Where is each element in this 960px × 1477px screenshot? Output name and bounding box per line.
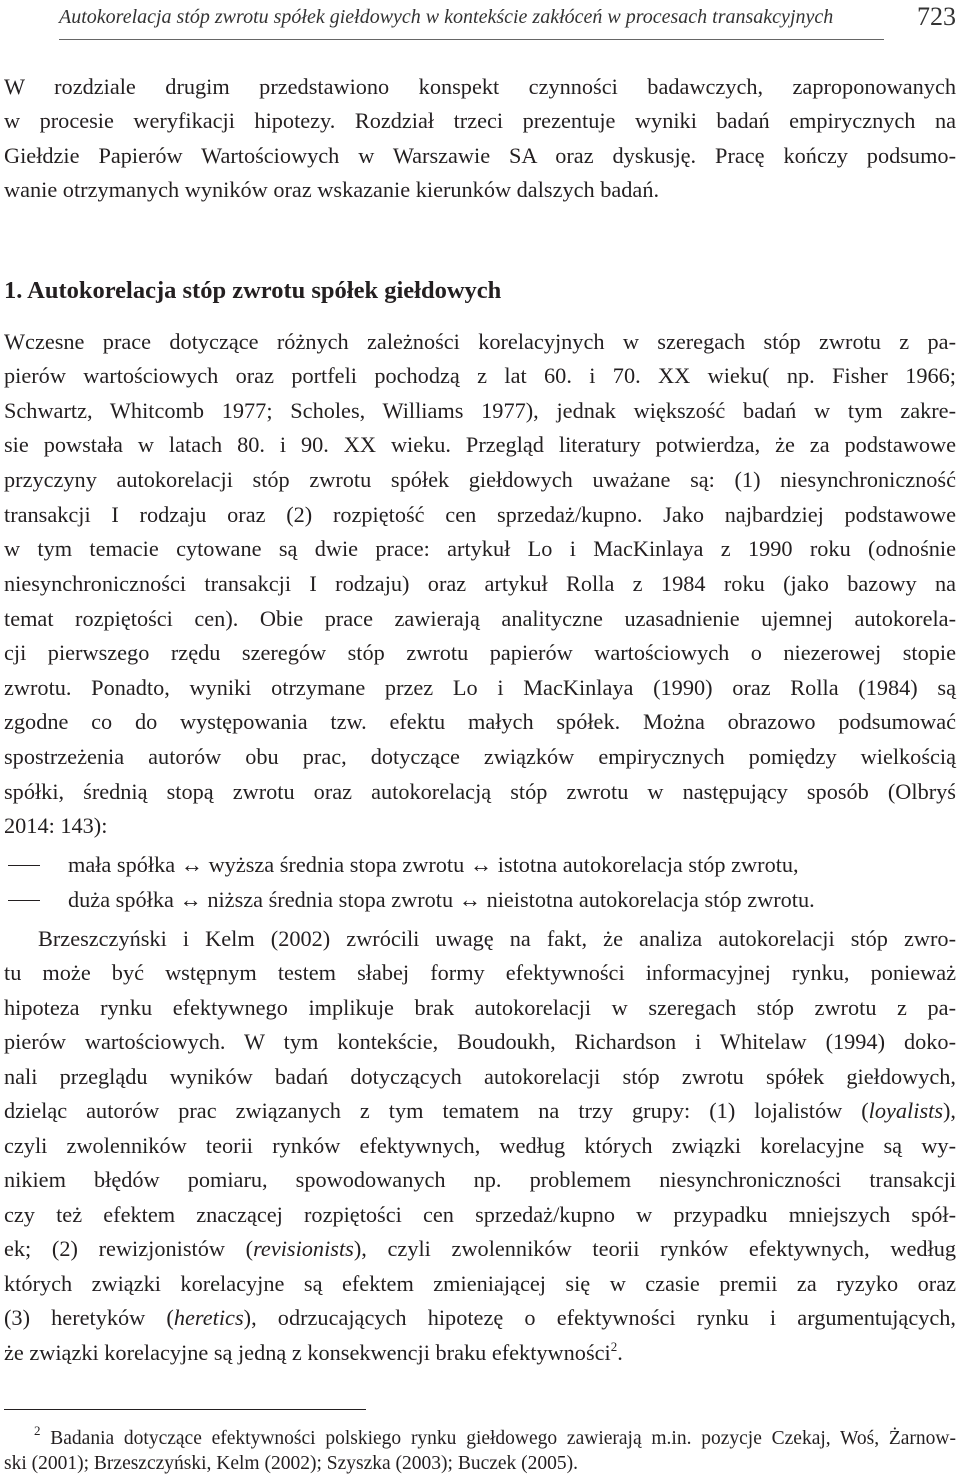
text-run: ), czyli zwolenników teorii rynków efektywnych, według (353, 1236, 956, 1261)
body-line: spółki, średnią stopą zwrotu oraz autokorelacją stóp zwrotu w następujący sposób (Olbryś (4, 779, 956, 804)
footnote-reference[interactable]: 2 (610, 1339, 618, 1354)
body-line: niesynchroniczności transakcji I rodzaju) oraz artykuł Rolla z 1984 roku (jako bazowy na (4, 571, 956, 596)
intro-line: W rozdziale drugim przedstawiono konspekt czynności badawczych, zaproponowanych (4, 74, 956, 99)
text-run: dzieląc autorów prac związanych z tym tematem na trzy grupy: (1) lojalistów ( (4, 1098, 869, 1123)
list-item-text: mała spółka ↔ wyższa średnia stopa zwrotu ↔ istotna autokorelacja stóp zwrotu, (68, 852, 799, 877)
list-item-text: duża spółka ↔ niższa średnia stopa zwrotu ↔ nieistotna autokorelacja stóp zwrotu. (68, 887, 815, 912)
body-line: czyli zwolenników teorii rynków efektywnych, według których związki korelacyjne są wy- (4, 1133, 956, 1158)
body-line: tu może być wstępnym testem słabej formy efektywności informacyjnej rynku, ponieważ (4, 960, 956, 985)
page-header (59, 2, 960, 38)
body-line: zgodne co do występowania tzw. efektu małych spółek. Można obrazowo podsumować (4, 709, 956, 734)
intro-line: w procesie weryfikacji hipotezy. Rozdział trzeci prezentuje wyniki badań empirycznych na (4, 108, 956, 133)
intro-line: wanie otrzymanych wyników oraz wskazanie kierunków dalszych badań. (4, 177, 660, 202)
dash-bullet (8, 900, 40, 901)
body-line (4, 1096, 956, 1126)
body-line: Brzeszczyński i Kelm (2002) zwrócili uwagę na fakt, że analiza autokorelacji stóp zwro- (38, 926, 956, 951)
text-run: ek; (2) rewizjonistów ( (4, 1236, 254, 1261)
footnote-text: Badania dotyczące efektywności polskiego rynku giełdowego zawierają m.in. pozycje Czekaj, Woś, Żarnow- (50, 1428, 957, 1449)
body-line: nikiem błędów pomiaru, spowodowanych np. problemem niesynchroniczności transakcji (4, 1167, 956, 1192)
body-line: transakcji I rodzaju oraz (2) rozpiętość cen sprzedaż/kupno. Jako najbardziej podstawowe (4, 502, 956, 527)
body-line: zwrotu. Ponadto, wyniki otrzymane przez Lo i MacKinlaya (1990) oraz Rolla (1984) są (4, 675, 956, 700)
body-line: przyczyny autokorelacji stóp zwrotu spółek giełdowych uważane są: (1) niesynchroniczność (4, 467, 956, 492)
text-run: . (617, 1340, 623, 1365)
page-number: 723 (917, 2, 956, 31)
body-line: spostrzeżenia autorów obu prac, dotyczące związków empirycznych pomiędzy wielkością (4, 744, 956, 769)
body-line: Wczesne prace dotyczące różnych zależności korelacyjnych w szeregach stóp zwrotu z pa- (4, 329, 956, 354)
text-run: (3) heretyków ( (4, 1305, 174, 1330)
body-line: w tym temacie cytowane są dwie prace: artykuł Lo i MacKinlaya z 1990 roku (odnośnie (4, 536, 956, 561)
body-line: temat rozpiętości cen). Obie prace zawierają analityczne uzasadnienie ujemnej autokorela- (4, 606, 956, 631)
italic-term: revisionists (253, 1236, 354, 1261)
section-heading: 1. Autokorelacja stóp zwrotu spółek giełdowych (4, 277, 502, 304)
body-line: Schwartz, Whitcomb 1977; Scholes, Williams 1977), jednak większość badań w tym zakre- (4, 398, 956, 423)
body-line: sie powstała w latach 80. i 90. XX wieku. Przegląd literatury potwierdza, że za podstawowe (4, 432, 956, 457)
italic-term: loyalists (868, 1098, 943, 1123)
body-line: cji pierwszego rzędu szeregów stóp zwrotu papierów wartościowych o niezerowej stopie (4, 640, 956, 665)
text-run: ), odrzucających hipotezę o efektywności rynku i argumentujących, (243, 1305, 956, 1330)
body-line (4, 1234, 956, 1264)
body-line: pierów wartościowych. W tym kontekście, Boudoukh, Richardson i Whitelaw (1994) doko- (4, 1029, 956, 1054)
footnote-rule (4, 1409, 366, 1410)
body-line: hipoteza rynku efektywnego implikuje brak autokorelacji w szeregach stóp zwrotu z pa- (4, 995, 956, 1020)
running-title: Autokorelacja stóp zwrotu spółek giełdowych w kontekście zakłóceń w procesach transakcyjnych (59, 6, 834, 28)
text-run: ), (943, 1098, 956, 1123)
body-line: czy też efektem znaczącej rozpiętości cen sprzedaż/kupno w przypadku mniejszych spół- (4, 1202, 956, 1227)
footnote-line: ski (2001); Brzeszczyński, Kelm (2002); Szyszka (2003); Buczek (2005). (4, 1453, 579, 1474)
intro-line: Giełdzie Papierów Wartościowych w Warszawie SA oraz dyskusję. Pracę kończy podsumo- (4, 143, 956, 168)
body-line: pierów wartościowych oraz portfeli pochodzą z lat 60. i 70. XX wieku( np. Fisher 1966; (4, 363, 956, 388)
dash-bullet (8, 865, 40, 866)
body-line: nali przeglądu wyników badań dotyczących autokorelacji stóp zwrotu spółek giełdowych, (4, 1064, 956, 1089)
footnote-marker: 2 (34, 1423, 41, 1438)
header-rule (59, 39, 884, 40)
italic-term: heretics (173, 1305, 244, 1330)
body-line: 2014: 143): (4, 813, 108, 838)
body-line (4, 1338, 623, 1368)
body-line: których związki korelacyjne są efektem zmieniającej się w czasie premii za ryzyko oraz (4, 1271, 956, 1296)
body-line (4, 1303, 956, 1333)
text-run: że związki korelacyjne są jedną z konsekwencji braku efektywności (4, 1340, 611, 1365)
footnote-line (34, 1423, 957, 1452)
